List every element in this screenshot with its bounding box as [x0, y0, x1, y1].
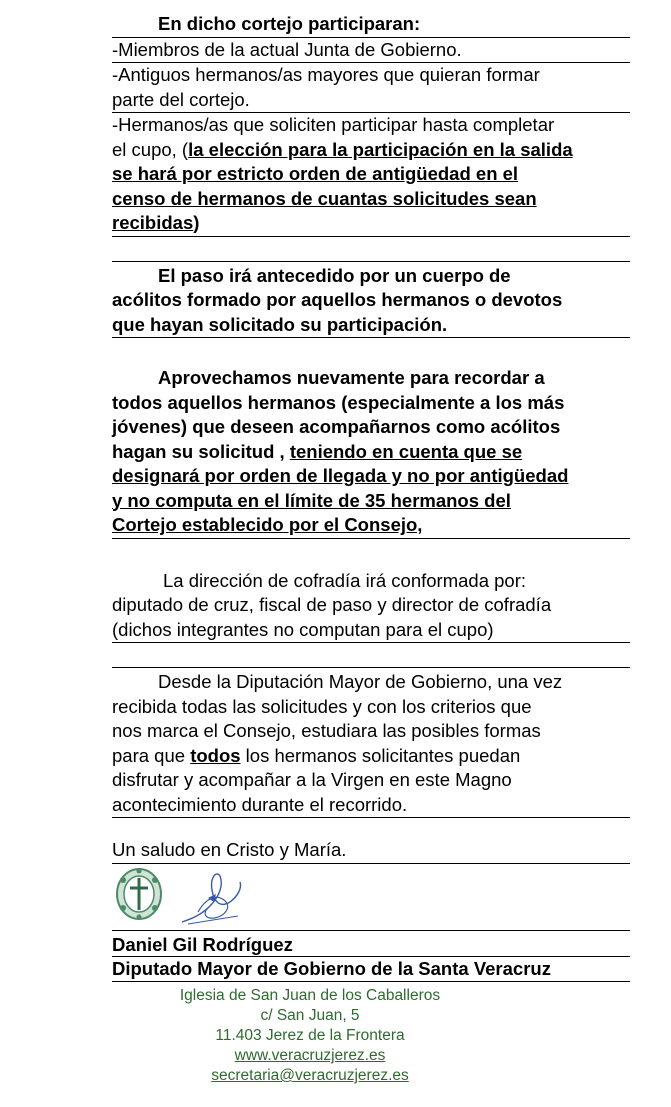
- signer-title: Diputado Mayor de Gobierno de la Santa Veracruz: [112, 957, 630, 982]
- cortejo-item-antiguos-line2: parte del cortejo.: [112, 88, 250, 110]
- letter-body: [112, 12, 630, 982]
- hermandad-seal-icon: [114, 866, 164, 922]
- blank-line: [112, 643, 630, 668]
- cortejo-item-hermanos-line1: -Hermanos/as que soliciten participar hasta completar: [112, 114, 555, 135]
- signature-block: [112, 864, 630, 931]
- footer-street: c/ San Juan, 5: [260, 1007, 360, 1024]
- eleccion-text: la elección para la participación en la salida: [188, 138, 573, 160]
- eleccion-text-2: se hará por estricto orden de antigüedad en el: [112, 163, 519, 184]
- closing-greeting: Un saludo en Cristo y María.: [112, 832, 630, 864]
- contact-footer: [0, 986, 620, 1086]
- diputacion-paragraph: Desde la Diputación Mayor de Gobierno, una vez recibida todas las solicitudes y con los criterios que nos marca el Consejo, estudiara las posibles formas para que todos los hermanos solicitantes puedan disfrutar y acompañar a la Virgen en este Magno acontecimiento durante el recorrido.: [112, 668, 630, 818]
- footer-city: 11.403 Jerez de la Frontera: [215, 1027, 405, 1044]
- footer-church: Iglesia de San Juan de los Caballeros: [179, 987, 441, 1004]
- footer-web-link[interactable]: www.veracruzjerez.es: [234, 1047, 386, 1064]
- cortejo-item-hermanos-line2: el cupo, (la elección para la participación en la salida: [112, 138, 573, 160]
- acolitos-paragraph: El paso irá antecedido por un cuerpo de acólitos formado por aquellos hermanos o devotos que hayan solicitado su participación.: [112, 262, 630, 339]
- cortejo-item-junta: -Miembros de la actual Junta de Gobierno.: [112, 38, 630, 64]
- blank-line: [112, 237, 630, 262]
- cortejo-item-antiguos-line1: -Antiguos hermanos/as mayores que quieran formar: [112, 64, 540, 85]
- footer-email-link[interactable]: secretaria@veracruzjerez.es: [211, 1067, 409, 1084]
- recordatorio-paragraph: Aprovechamos nuevamente para recordar a todos aquellos hermanos (especialmente a los más jóvenes) que deseen acompañarnos como acólitos hagan su solicitud , teniendo en cuenta que se designará por orden de llegada y no por antigüedad y no computa en el límite de 35 hermanos del Cortejo establecido por el Consejo,: [112, 356, 630, 539]
- eleccion-text-3: censo de hermanos de cuantas solicitudes sean: [112, 187, 537, 209]
- todos-emphasis: todos: [190, 744, 241, 766]
- direccion-paragraph: La dirección de cofradía irá conformada por: diputado de cruz, fiscal de paso y director de cofradía (dichos integrantes no computan para el cupo): [112, 557, 630, 644]
- cortejo-item-antiguos: [112, 63, 630, 113]
- cortejo-item-hermanos: -Hermanos/as que soliciten participar hasta completar el cupo, (la elección para la participación en la salida se hará por estricto orden de antigüedad en el censo de hermanos de cuantas solicitudes sean recibidas): [112, 113, 630, 237]
- signer-name: Daniel Gil Rodríguez: [112, 931, 630, 957]
- handwritten-signature-icon: [180, 868, 246, 926]
- eleccion-text-4: recibidas: [112, 212, 194, 233]
- cortejo-heading: En dicho cortejo participaran:: [112, 12, 630, 38]
